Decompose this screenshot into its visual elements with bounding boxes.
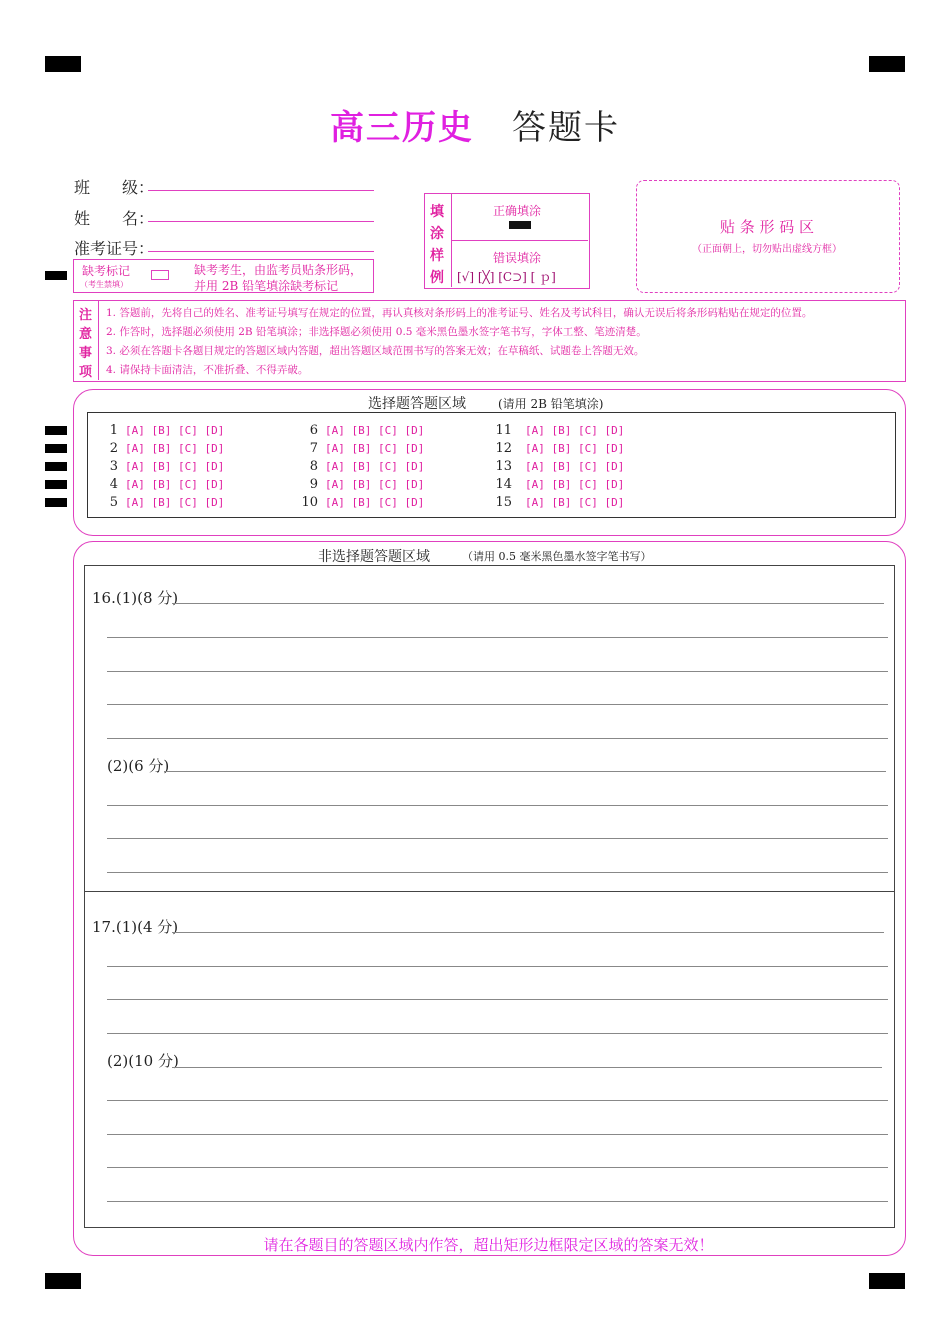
- timing-mark: [45, 480, 67, 489]
- answer-line[interactable]: [107, 1201, 888, 1202]
- answer-line[interactable]: [172, 1067, 882, 1068]
- mc-answer-bubbles[interactable]: [A] [B] [C] [D]: [125, 460, 225, 473]
- mc-answer-bubbles[interactable]: [A] [B] [C] [D]: [325, 478, 425, 491]
- title-card: 答题卡: [512, 108, 620, 148]
- absent-sub: （考生禁填）: [80, 280, 128, 289]
- class-label: 班 级：: [74, 178, 155, 197]
- mc-answer-bubbles[interactable]: [A] [B] [C] [D]: [325, 442, 425, 455]
- note-item: 3. 必须在答题卡各题目规定的答题区域内答题，超出答题区域范围书写的答案无效；在草稿纸、试题卷上答题无效。: [106, 345, 645, 357]
- answer-line[interactable]: [107, 1100, 888, 1101]
- notes-char: 注: [79, 308, 93, 323]
- fill-sample-char: 例: [430, 270, 444, 286]
- answer-line[interactable]: [107, 999, 888, 1000]
- free-section-hint: （请用 0.5 毫米黑色墨水签字笔书写）: [462, 550, 652, 563]
- notes-divider: [98, 300, 99, 380]
- class-field[interactable]: [148, 190, 374, 191]
- wrong-fill-label: 错误填涂: [493, 251, 542, 265]
- mc-answer-bubbles[interactable]: [A] [B] [C] [D]: [525, 460, 625, 473]
- page-title: [0, 100, 950, 149]
- correct-fill-example: [509, 221, 531, 229]
- mc-question-number: 8: [309, 459, 318, 474]
- notes-char: 事: [79, 346, 93, 361]
- mc-answer-bubbles[interactable]: [A] [B] [C] [D]: [325, 424, 425, 437]
- mc-question-number: 10: [301, 495, 318, 510]
- answer-line[interactable]: [107, 1167, 888, 1168]
- registration-mark-side: [45, 271, 67, 280]
- q17-part2-label: (2)(10 分): [107, 1052, 179, 1070]
- registration-mark-bottom-right: [869, 1273, 905, 1289]
- mc-question-number: 3: [109, 459, 118, 474]
- answer-line[interactable]: [172, 932, 884, 933]
- answer-line[interactable]: [107, 1033, 888, 1034]
- answer-line[interactable]: [107, 671, 888, 672]
- mc-section-hint: (请用 2B 铅笔填涂): [498, 397, 604, 411]
- free-section-title: 非选择题答题区域: [318, 549, 430, 565]
- note-item: 4. 请保持卡面清洁，不准折叠、不得弄破。: [106, 364, 309, 376]
- mc-answer-bubbles[interactable]: [A] [B] [C] [D]: [325, 460, 425, 473]
- q17-answer-box: [84, 890, 895, 1228]
- registration-mark-bottom-left: [45, 1273, 81, 1289]
- mc-question-number: 11: [495, 423, 512, 438]
- name-label: 姓 名：: [74, 209, 155, 228]
- notes-char: 项: [79, 365, 93, 380]
- mc-question-number: 2: [109, 441, 118, 456]
- answer-line[interactable]: [107, 1134, 888, 1135]
- mc-question-number: 5: [109, 495, 118, 510]
- q16-part2-label: (2)(6 分): [107, 757, 170, 775]
- mc-answer-bubbles[interactable]: [A] [B] [C] [D]: [525, 496, 625, 509]
- fill-sample-divider-h: [451, 240, 588, 241]
- answer-line[interactable]: [172, 603, 884, 604]
- mc-section-title: 选择题答题区域: [368, 396, 466, 412]
- mc-question-number: 7: [309, 441, 318, 456]
- answer-line[interactable]: [107, 966, 888, 967]
- mc-answer-bubbles[interactable]: [A] [B] [C] [D]: [125, 424, 225, 437]
- q16-part1-label: 16.(1)(8 分): [92, 589, 179, 607]
- barcode-sub: （正面朝上，切勿贴出虚线方框）: [692, 244, 842, 255]
- answer-line[interactable]: [164, 771, 886, 772]
- absent-mark-bubble[interactable]: [151, 270, 169, 280]
- absent-desc-1: 缺考考生，由监考员贴条形码，: [194, 263, 363, 277]
- barcode-title: 贴 条 形 码 区: [719, 218, 815, 236]
- fill-sample-char: 样: [430, 248, 444, 264]
- note-item: 1. 答题前，先将自己的姓名、准考证号填写在规定的位置，再认真核对条形码上的准考证号、姓名及考试科目，确认无误后将条形码粘贴在规定的位置。: [106, 307, 813, 319]
- mc-answer-bubbles[interactable]: [A] [B] [C] [D]: [525, 478, 625, 491]
- wrong-fill-examples: [√] [╳] [C⊃] [ ｐ]: [457, 270, 556, 284]
- mc-answer-bubbles[interactable]: [A] [B] [C] [D]: [525, 424, 625, 437]
- timing-mark: [45, 444, 67, 453]
- answer-line[interactable]: [107, 838, 888, 839]
- mc-answer-bubbles[interactable]: [A] [B] [C] [D]: [125, 442, 225, 455]
- note-item: 2. 作答时，选择题必须使用 2B 铅笔填涂；非选择题必须使用 0.5 毫米黑色墨水签字笔书写，字体工整、笔迹清楚。: [106, 326, 647, 338]
- mc-answer-bubbles[interactable]: [A] [B] [C] [D]: [125, 496, 225, 509]
- q17-part1-label: 17.(1)(4 分): [92, 918, 179, 936]
- mc-question-number: 4: [109, 477, 118, 492]
- mc-question-number: 12: [495, 441, 512, 456]
- mc-question-number: 15: [495, 495, 512, 510]
- timing-mark: [45, 498, 67, 507]
- notes-char: 意: [79, 327, 93, 342]
- fill-sample-char: 填: [430, 204, 444, 220]
- timing-mark: [45, 462, 67, 471]
- ticket-field[interactable]: [148, 251, 374, 252]
- mc-question-number: 14: [495, 477, 512, 492]
- absent-desc-2: 并用 2B 铅笔填涂缺考标记: [194, 279, 339, 293]
- mc-answer-bubbles[interactable]: [A] [B] [C] [D]: [325, 496, 425, 509]
- ticket-label: 准考证号：: [74, 239, 155, 258]
- answer-line[interactable]: [107, 704, 888, 705]
- name-field[interactable]: [148, 221, 374, 222]
- timing-mark: [45, 426, 67, 435]
- answer-line[interactable]: [107, 738, 888, 739]
- fill-sample-char: 涂: [430, 226, 444, 242]
- absent-label: 缺考标记: [82, 264, 131, 278]
- title-subject: 高三历史: [330, 108, 474, 148]
- answer-line[interactable]: [107, 872, 888, 873]
- registration-mark-top-left: [45, 56, 81, 72]
- answer-line[interactable]: [107, 637, 888, 638]
- mc-question-number: 13: [495, 459, 512, 474]
- registration-mark-top-right: [869, 56, 905, 72]
- q16-answer-box: [84, 565, 895, 892]
- correct-fill-label: 正确填涂: [493, 204, 542, 218]
- mc-answer-bubbles[interactable]: [A] [B] [C] [D]: [125, 478, 225, 491]
- mc-question-number: 1: [109, 423, 118, 438]
- footer-warning: 请在各题目的答题区域内作答，超出矩形边框限定区域的答案无效！: [263, 1236, 714, 1254]
- mc-question-number: 9: [309, 477, 318, 492]
- answer-line[interactable]: [107, 805, 888, 806]
- mc-answer-bubbles[interactable]: [A] [B] [C] [D]: [525, 442, 625, 455]
- mc-question-number: 6: [309, 423, 318, 438]
